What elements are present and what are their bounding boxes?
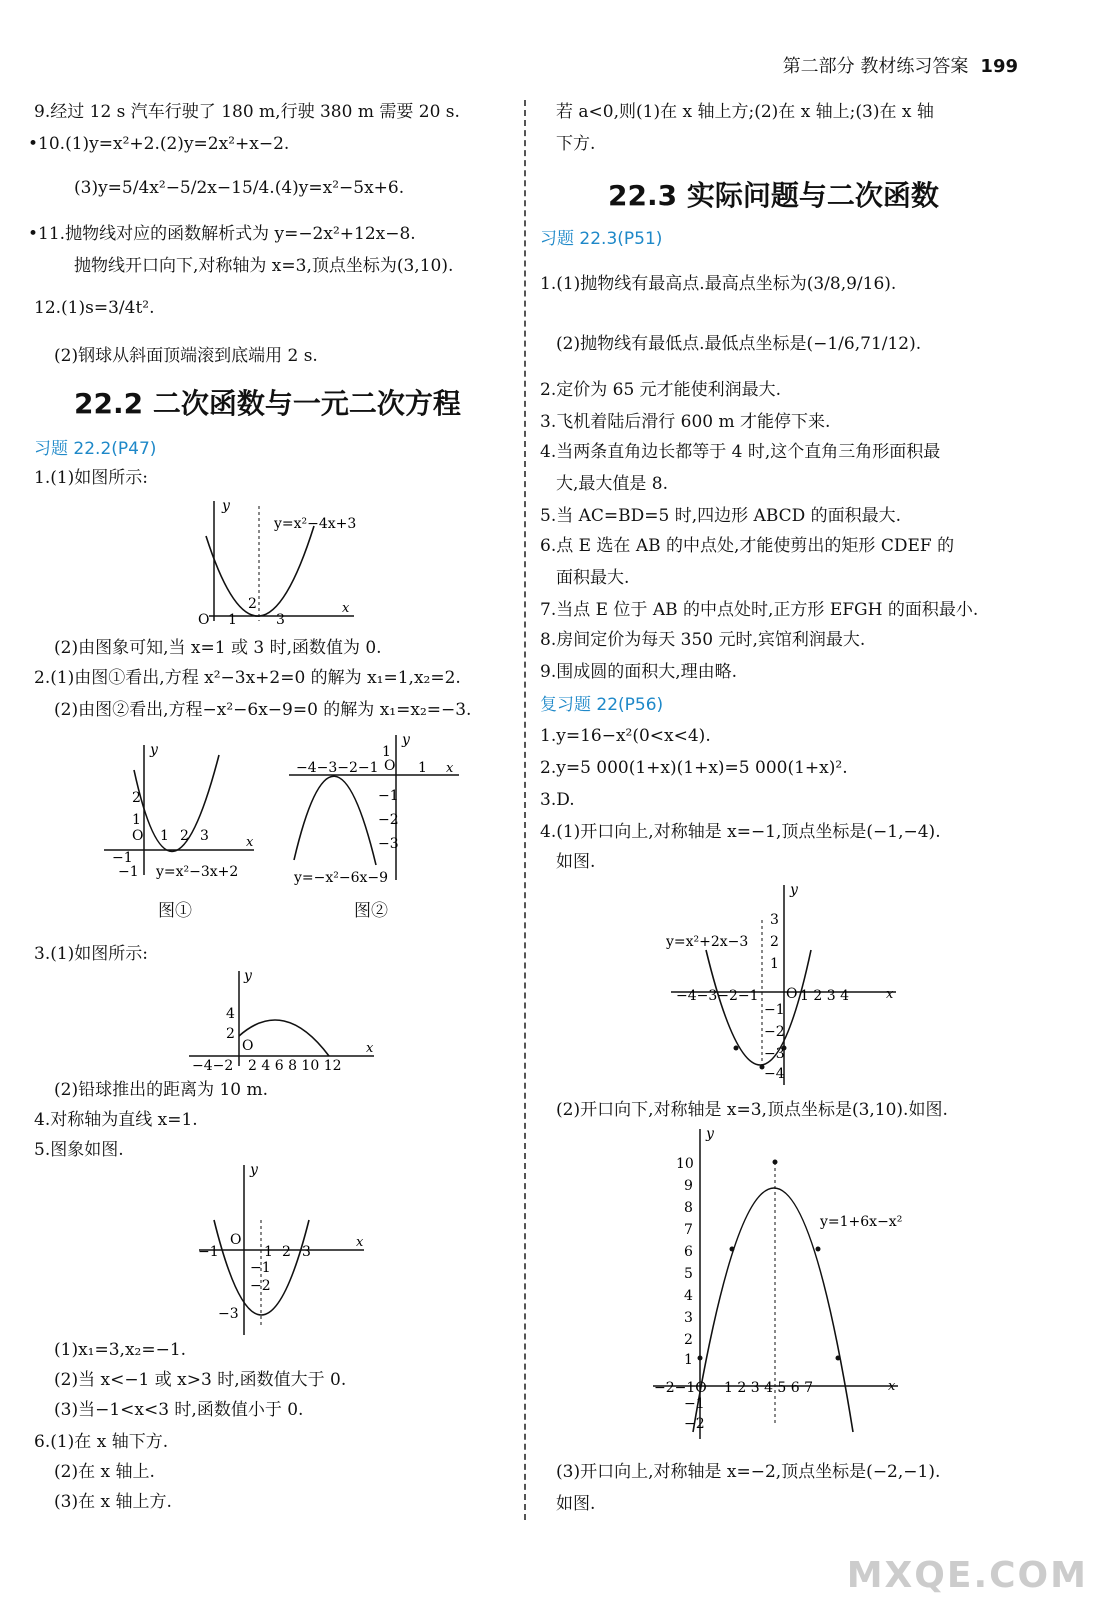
tick-y-neg1: −1 (378, 788, 399, 804)
q3-text: 3.(1)如图所示: (34, 944, 149, 964)
tick-y-neg1: −1 (118, 864, 139, 880)
tick-labels-neg: −4−2 (192, 1058, 234, 1074)
tick-y-5: 5 (684, 1266, 693, 1282)
q6-answer-1: 6.(1)在 x 轴下方. (34, 1432, 169, 1452)
tick-labels-neg: −4−3−2−1 (296, 760, 379, 776)
x-label: x (356, 1235, 364, 1250)
a4-text: 4.当两条直角边长都等于 4 时,这个直角三角形面积最 (540, 442, 941, 462)
q5-answer-2: (2)当 x<−1 或 x>3 时,函数值大于 0. (54, 1370, 347, 1390)
tick-x-neg1: −1 (112, 850, 133, 866)
tick-x-1: 1 (264, 1244, 273, 1260)
watermark-logo: MXQE.COM (846, 1555, 1088, 1596)
tick-y-1: 1 (770, 956, 779, 972)
graph-b4-1 (666, 880, 906, 1090)
answer-11-cont: 抛物线开口向下,对称轴为 x=3,顶点坐标为(3,10). (74, 256, 454, 276)
origin-label: O (230, 1232, 242, 1248)
q2-text-2: (2)由图②看出,方程−x²−6x−9=0 的解为 x₁=x₂=−3. (54, 700, 472, 720)
function-label: y=−x²−6x−9 (294, 870, 389, 886)
graph-q3 (184, 966, 384, 1076)
q5-answer-1: (1)x₁=3,x₂=−1. (54, 1340, 187, 1360)
tick-2: 2 (248, 596, 257, 612)
tick-y-1: 1 (684, 1352, 693, 1368)
b3-text: 3.D. (540, 790, 575, 810)
answer-12-cont: (2)钢球从斜面顶端滚到底端用 2 s. (54, 346, 318, 366)
graph-fig1 (94, 740, 264, 880)
curve-point (734, 1046, 739, 1051)
answer-10-cont: (3)y=5/4x²−5/2x−15/4.(4)y=x²−5x+6. (74, 178, 405, 198)
origin-label: O (198, 612, 210, 626)
q6-answer-3: (3)在 x 轴上方. (54, 1492, 172, 1512)
q5-answer-3: (3)当−1<x<3 时,函数值小于 0. (54, 1400, 304, 1420)
b4-text-5: 如图. (556, 1494, 596, 1514)
q4-answer: 4.对称轴为直线 x=1. (34, 1110, 198, 1130)
b1-text: 1.y=16−x²(0<x<4). (540, 726, 711, 746)
figure-caption-1: 图① (158, 901, 192, 921)
tick-y-neg4: −4 (764, 1066, 785, 1082)
b4-text-2: 如图. (556, 852, 596, 872)
q2-text-1: 2.(1)由图①看出,方程 x²−3x+2=0 的解为 x₁=1,x₂=2. (34, 668, 461, 688)
tick-y-neg3: −3 (378, 836, 399, 852)
tick-y-6: 6 (684, 1244, 693, 1260)
a6-text-2: 面积最大. (556, 568, 630, 588)
page-header (783, 52, 1018, 78)
tick-y-neg3: −3 (218, 1306, 239, 1322)
tick-y-neg1: −1 (684, 1396, 705, 1412)
q6-answer-2: (2)在 x 轴上. (54, 1462, 155, 1482)
tick-x-1: 1 (418, 760, 427, 776)
y-label: y (150, 742, 158, 758)
a6-text: 6.点 E 选在 AB 的中点处,才能使剪出的矩形 CDEF 的 (540, 536, 955, 556)
tick-y-2: 2 (226, 1026, 235, 1042)
parabola-curve (206, 526, 314, 616)
tick-y-neg2: −2 (250, 1278, 271, 1294)
graph-b4-2 (648, 1124, 928, 1444)
tick-x-2: 2 (180, 828, 189, 844)
tick-3: 3 (276, 612, 285, 626)
tick-labels-pos: 1 2 3 4 5 6 7 (724, 1380, 814, 1396)
vertex-point (773, 1160, 778, 1165)
tick-x-2: 2 (282, 1244, 291, 1260)
tick-1: 1 (228, 612, 237, 626)
tick-labels-neg: −2−1O (654, 1380, 707, 1396)
review-heading-22: 复习题 22(P56) (540, 695, 664, 715)
x-label: x (342, 601, 350, 616)
x-label: x (366, 1041, 374, 1056)
tick-y-4: 4 (684, 1288, 693, 1304)
q5-text: 5.图象如图. (34, 1140, 124, 1160)
header-title: 第二部分 教材练习答案 (782, 56, 969, 77)
y-label: y (706, 1126, 714, 1142)
curve-point (730, 1247, 735, 1252)
x-label: x (446, 761, 454, 776)
y-label: y (402, 732, 410, 748)
tick-y-2: 2 (132, 790, 141, 806)
a5-text: 5.当 AC=BD=5 时,四边形 ABCD 的面积最大. (540, 506, 902, 526)
tick-y-1: 1 (382, 744, 391, 760)
tick-y-2: 2 (684, 1332, 693, 1348)
y-label: y (244, 968, 252, 984)
tick-y-neg2: −2 (764, 1024, 785, 1040)
answer-12: 12.(1)s=3/4t². (34, 298, 155, 318)
a3-text: 3.飞机着陆后滑行 600 m 才能停下来. (540, 412, 831, 432)
tick-y-1: 1 (132, 812, 141, 828)
q6-cont-2: 下方. (556, 134, 596, 154)
tick-y-3: 3 (770, 912, 779, 928)
tick-labels-pos: 2 4 6 8 10 12 (248, 1058, 342, 1074)
tick-y-neg1: −1 (764, 1002, 785, 1018)
q1-text: 1.(1)如图所示: (34, 468, 149, 488)
tick-y-10: 10 (676, 1156, 694, 1172)
a7-text: 7.当点 E 位于 AB 的中点处时,正方形 EFGH 的面积最小. (540, 600, 979, 620)
tick-y-3: 3 (684, 1310, 693, 1326)
x-label: x (886, 987, 894, 1002)
graph-q1 (194, 496, 364, 626)
a9-text: 9.围成圆的面积大,理由略. (540, 662, 738, 682)
graph-fig2 (284, 730, 464, 890)
function-label: y=x²−4x+3 (274, 516, 357, 532)
section-title-22-3: 22.3 实际问题与二次函数 (608, 179, 939, 212)
tick-y-8: 8 (684, 1200, 693, 1216)
graph-q5 (194, 1160, 374, 1340)
exercise-heading-22-2: 习题 22.2(P47) (34, 439, 157, 459)
q6-cont-1: 若 a<0,则(1)在 x 轴上方;(2)在 x 轴上;(3)在 x 轴 (556, 102, 934, 122)
a1-text: 1.(1)抛物线有最高点.最高点坐标为(3/8,9/16). (540, 274, 897, 294)
b4-text: 4.(1)开口向上,对称轴是 x=−1,顶点坐标是(−1,−4). (540, 822, 941, 842)
tick-x-3: 3 (302, 1244, 311, 1260)
tick-labels-neg: −4−3−2−1 (676, 988, 759, 1004)
origin-label: O (242, 1038, 254, 1054)
q3-answer-2: (2)铅球推出的距离为 10 m. (54, 1080, 269, 1100)
origin-label: O (384, 758, 396, 774)
tick-x-neg1: −1 (198, 1244, 219, 1260)
b4-text-4: (3)开口向上,对称轴是 x=−2,顶点坐标是(−2,−1). (556, 1462, 941, 1482)
answer-9: 9.经过 12 s 汽车行驶了 180 m,行驶 380 m 需要 20 s. (34, 102, 460, 122)
a2-text: 2.定价为 65 元才能使利润最大. (540, 380, 782, 400)
function-label: y=1+6x−x² (820, 1214, 903, 1230)
b2-text: 2.y=5 000(1+x)(1+x)=5 000(1+x)². (540, 758, 848, 778)
q1-answer-2: (2)由图象可知,当 x=1 或 3 时,函数值为 0. (54, 638, 382, 658)
a4-text-2: 大,最大值是 8. (556, 474, 669, 494)
tick-y-neg2: −2 (378, 812, 399, 828)
y-label: y (250, 1162, 258, 1178)
tick-y-7: 7 (684, 1222, 693, 1238)
tick-y-neg2: −2 (684, 1416, 705, 1432)
function-label: y=x²+2x−3 (666, 934, 749, 950)
function-label: y=x²−3x+2 (156, 864, 239, 880)
parabola-curve (294, 776, 376, 865)
tick-x-1: 1 (160, 828, 169, 844)
section-title-22-2: 22.2 二次函数与一元二次方程 (74, 387, 461, 420)
x-label: x (246, 835, 254, 850)
page-number: 199 (980, 56, 1018, 77)
tick-y-9: 9 (684, 1178, 693, 1194)
curve-point (836, 1356, 841, 1361)
origin-label: O (132, 828, 144, 844)
answer-11: •11.抛物线对应的函数解析式为 y=−2x²+12x−8. (28, 224, 416, 244)
b4-text-3: (2)开口向下,对称轴是 x=3,顶点坐标是(3,10).如图. (556, 1100, 948, 1120)
column-divider (524, 100, 526, 1520)
y-label: y (222, 498, 230, 514)
curve-point (698, 1356, 703, 1361)
x-label: x (888, 1379, 896, 1394)
a8-text: 8.房间定价为每天 350 元时,宾馆利润最大. (540, 630, 866, 650)
tick-x-3: 3 (200, 828, 209, 844)
exercise-heading-22-3: 习题 22.3(P51) (540, 229, 663, 249)
tick-y-4: 4 (226, 1006, 235, 1022)
origin-label: O (786, 986, 798, 1002)
tick-y-neg1: −1 (250, 1260, 271, 1276)
answer-10: •10.(1)y=x²+2.(2)y=2x²+x−2. (28, 134, 290, 154)
curve-point (816, 1247, 821, 1252)
tick-y-2: 2 (770, 934, 779, 950)
figure-caption-2: 图② (354, 901, 388, 921)
tick-labels-pos: 1 2 3 4 (800, 988, 849, 1004)
tick-y-neg3: −3 (764, 1046, 785, 1062)
parabola-curve (706, 950, 811, 1065)
y-label: y (790, 882, 798, 898)
a1-text-2: (2)抛物线有最低点.最低点坐标是(−1/6,71/12). (556, 334, 922, 354)
